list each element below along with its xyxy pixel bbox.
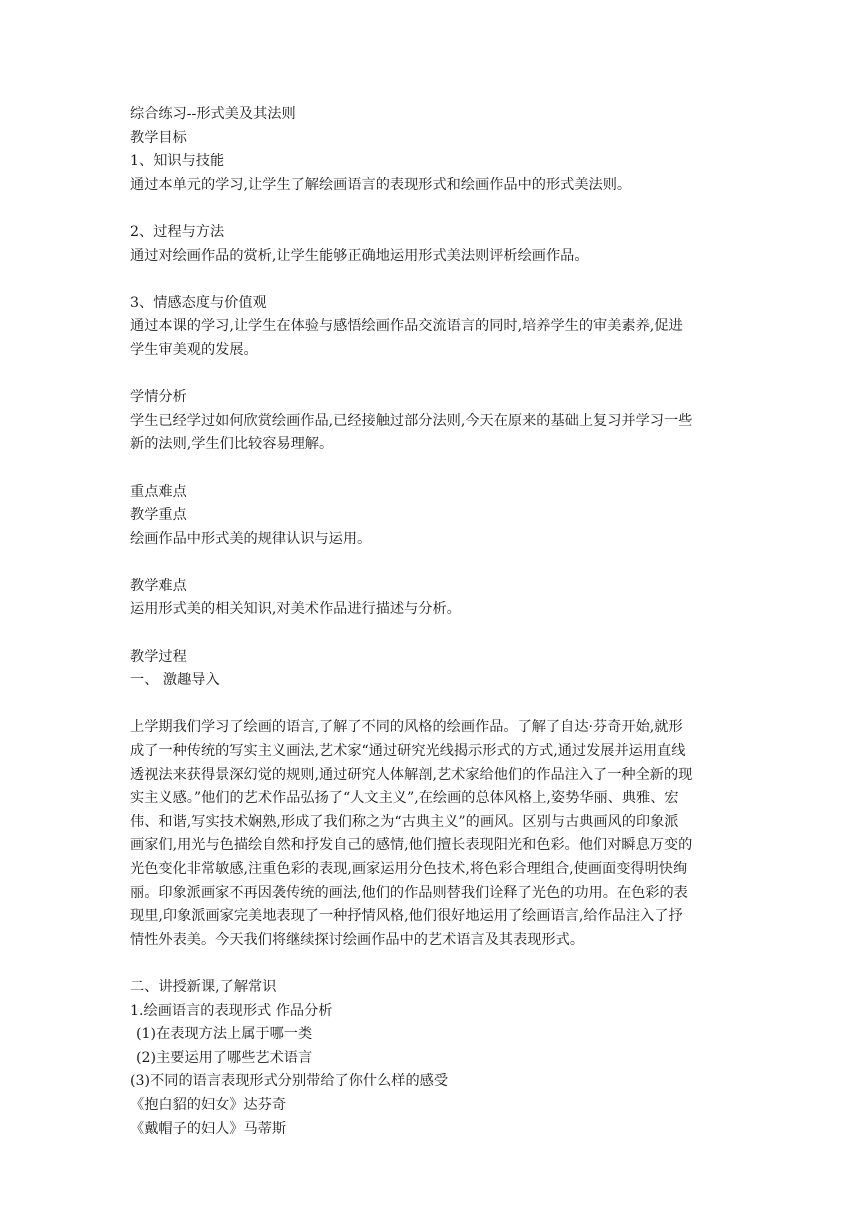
keypoints-heading: 重点难点 [130,483,187,500]
intro-line-7: 光色变化非常敏感,注重色彩的表现,画家运用分色技术,将色彩合理组合,使画面变得明快绚 [130,861,688,877]
intro-line-1: 上学期我们学习了绘画的语言,了解了不同的风格的绘画作品。了解了自达·芬奇开始,就形 [130,719,683,736]
spacer [130,197,730,221]
spacer [130,952,730,976]
objectives-heading: 教学目标 [130,129,187,146]
item-1: 1.绘画语言的表现形式 作品分析 [130,1002,333,1019]
analysis-line-2: 新的法则,学生们比较容易理解。 [130,436,334,453]
intro-line-4: 实主义感。”他们的艺术作品弘扬了“人文主义”,在绘画的总体风格上,姿势华丽、典雅、宏 [130,790,679,807]
step-2-heading: 二、讲授新课,了解常识 [130,978,277,995]
focus-heading: 教学重点 [130,507,187,524]
work-2: 《戴帽子的妇人》马蒂斯 [130,1120,287,1137]
step-1-heading: 一、 激趣导入 [130,672,220,689]
intro-line-5: 伟、和谐,写实技术娴熟,形成了我们称之为“古典主义”的画风。区别与古典画风的印象派 [130,813,679,830]
spacer [130,693,730,717]
spacer [130,268,730,292]
question-3: (3)不同的语言表现形式分别带给了你什么样的感受 [130,1073,449,1090]
analysis-heading: 学情分析 [130,389,187,406]
spacer [130,622,730,646]
objective-1-text: 通过本单元的学习,让学生了解绘画语言的表现形式和绘画作品中的形式美法则。 [130,176,632,193]
intro-line-3: 透视法来获得景深幻觉的规则,通过研究人体解剖,艺术家给他们的作品注入了一种全新的现 [130,766,693,783]
spacer [130,363,730,387]
intro-line-2: 成了一种传统的写实主义画法,艺术家“通过研究光线揭示形式的方式,通过发展并运用直线 [130,743,686,760]
question-2: (2)主要运用了哪些艺术语言 [136,1049,313,1066]
document-body [130,103,730,1141]
intro-line-9: 现里,印象派画家完美地表现了一种抒情风格,他们很好地运用了绘画语言,给作品注入了抒 [130,908,683,925]
spacer [130,457,730,481]
analysis-line-1: 学生已经学过如何欣赏绘画作品,已经接触过部分法则,今天在原来的基础上复习并学习一些 [130,412,693,429]
difficulty-heading: 教学难点 [130,577,187,594]
intro-line-8: 丽。印象派画家不再因袭传统的画法,他们的作品则替我们诠释了光色的功用。在色彩的表 [130,884,688,901]
intro-line-10: 情性外表美。今天我们将继续探讨绘画作品中的艺术语言及其表现形式。 [130,931,585,948]
spacer [130,551,730,575]
work-1: 《抱白貂的妇女》达芬奇 [130,1096,287,1113]
objective-3-text-line-2: 学生审美观的发展。 [130,341,258,358]
objective-3-heading: 3、情感态度与价值观 [130,294,267,311]
focus-text: 绘画作品中形式美的规律认识与运用。 [130,530,372,547]
question-1: (1)在表现方法上属于哪一类 [136,1026,313,1043]
objective-2-heading: 2、过程与方法 [130,223,225,240]
objective-3-text-line-1: 通过本课的学习,让学生在体验与感悟绘画作品交流语言的同时,培养学生的审美素养,促进 [130,318,683,335]
document-title: 综合练习--形式美及其法则 [130,106,296,122]
objective-2-text: 通过对绘画作品的赏析,让学生能够正确地运用形式美法则评析绘画作品。 [130,247,589,264]
objective-1-heading: 1、知识与技能 [130,153,225,170]
intro-line-6: 画家们,用光与色描绘自然和抒发自己的感情,他们擅长表现阳光和色彩。他们对瞬息万变的 [130,837,693,854]
process-heading: 教学过程 [130,648,187,665]
difficulty-text: 运用形式美的相关知识,对美术作品进行描述与分析。 [130,601,461,618]
